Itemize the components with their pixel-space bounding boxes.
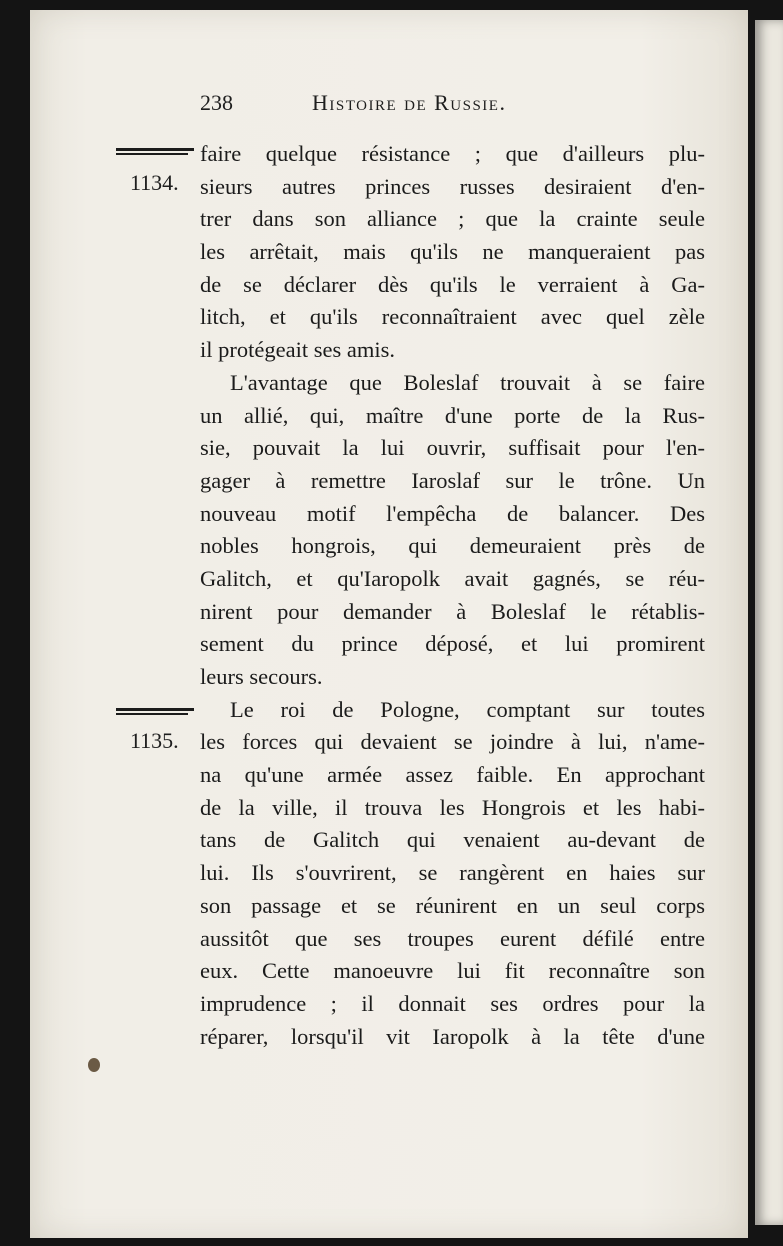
running-title: Histoire de Russie. <box>312 90 507 115</box>
text-line: tans de Galitch qui venaient au-devant de <box>200 827 705 853</box>
text-line: nouveau motif l'empêcha de balancer. Des <box>200 500 705 526</box>
text-line: il protégeait ses amis. <box>200 337 395 363</box>
margin-rule-2 <box>116 708 194 715</box>
page-header <box>200 90 610 120</box>
margin-rule-1 <box>116 148 194 155</box>
margin-year-1135: 1135. <box>130 728 179 753</box>
facing-page-edge <box>755 20 783 1225</box>
body-text <box>200 138 705 1053</box>
paragraph-start: L'avantage que Boleslaf trouvait à se faire <box>230 369 705 395</box>
page-number: 238 <box>200 90 233 115</box>
text-line: son passage et se réunirent en un seul corps <box>200 892 705 918</box>
text-line: imprudence ; il donnait ses ordres pour la <box>200 990 705 1016</box>
text-line: trer dans son alliance ; que la crainte seule <box>200 206 705 232</box>
text-line: aussitôt que ses troupes eurent défilé entre <box>200 925 705 951</box>
text-line: sement du prince déposé, et lui promirent <box>200 631 705 657</box>
text-line: lui. Ils s'ouvrirent, se rangèrent en haies sur <box>200 860 705 886</box>
paper-stain <box>88 1058 100 1072</box>
text-line: sie, pouvait la lui ouvrir, suffisait pour l'en- <box>200 435 705 461</box>
text-line: les arrêtait, mais qu'ils ne manqueraient pas <box>200 239 705 265</box>
text-line: leurs secours. <box>200 664 323 689</box>
text-line: eux. Cette manoeuvre lui fit reconnaître son <box>200 958 705 984</box>
text-line: les forces qui devaient se joindre à lui, n'ame- <box>200 729 705 755</box>
text-line: faire quelque résistance ; que d'ailleurs plu- <box>200 141 705 166</box>
text-line: Galitch, et qu'Iaropolk avait gagnés, se réu- <box>200 565 705 591</box>
text-line: sieurs autres princes russes desiraient d'en- <box>200 173 705 199</box>
text-line: réparer, lorsqu'il vit Iaropolk à la tête d'une <box>200 1023 705 1049</box>
text-line: de se déclarer dès qu'ils le verraient à Ga- <box>200 271 705 297</box>
text-line: litch, et qu'ils reconnaîtraient avec quel zèle <box>200 304 705 330</box>
text-line: un allié, qui, maître d'une porte de la Rus- <box>200 402 705 428</box>
text-line: na qu'une armée assez faible. En approchant <box>200 762 705 788</box>
paragraph-start: Le roi de Pologne, comptant sur toutes <box>230 696 705 722</box>
text-line: nirent pour demander à Boleslaf le rétablis- <box>200 598 705 624</box>
text-line: nobles hongrois, qui demeuraient près de <box>200 533 705 559</box>
margin-year-1134: 1134. <box>130 170 179 195</box>
text-line: de la ville, il trouva les Hongrois et les habi- <box>200 794 705 820</box>
text-line: gager à remettre Iaroslaf sur le trône. Un <box>200 467 705 493</box>
